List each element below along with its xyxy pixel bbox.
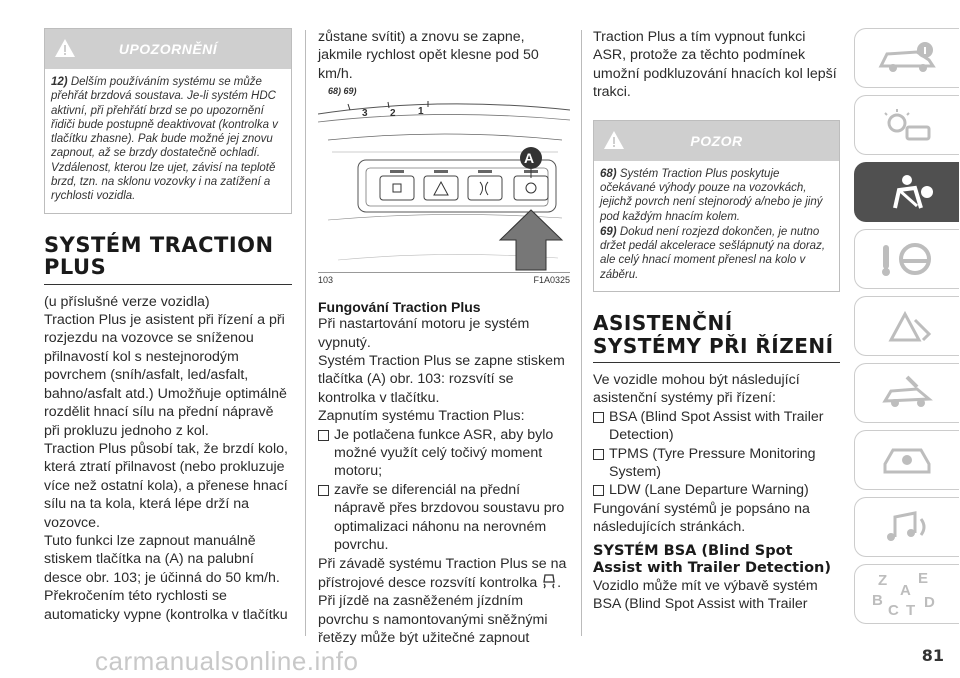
- warning-ref: 12): [51, 76, 68, 88]
- section-heading: SYSTÉM TRACTION PLUS: [44, 234, 292, 285]
- caution-header: [594, 121, 839, 161]
- list-item-text: TPMS (Tyre Pressure Monitoring System): [609, 445, 816, 481]
- tab-dashboard-lights[interactable]: [854, 95, 959, 155]
- column-divider: [305, 30, 306, 636]
- warning-triangle-icon: [603, 130, 625, 150]
- caution-text: [594, 161, 839, 291]
- paragraph: Ve vozidle mohou být následující asistenční systémy při řízení:: [593, 372, 800, 407]
- seatbelt-airbag-icon: [877, 172, 937, 212]
- bullet-box-icon: [318, 430, 329, 441]
- paragraph: Zapnutím systému Traction Plus:: [318, 408, 525, 425]
- tab-technical-data[interactable]: [854, 430, 959, 490]
- dial-digit: 1: [418, 106, 424, 118]
- list-item: [593, 445, 840, 482]
- list-item-text: zavře se diferenciál na přední nápravě přes brzdovou soustavu pro optimalizaci náhonu na nerovném povrchu.: [334, 481, 565, 554]
- tab-safety[interactable]: [854, 162, 959, 222]
- paragraph: Při jízdě na zasněženém jízdním povrchu s namontovanými sněžnými řetězy může být užitečné zapnout: [318, 593, 548, 647]
- paragraph: zůstane svítit) a znovu se zapne, jakmile rychlost opět klesne pod 50 km/h.: [318, 29, 539, 82]
- index-letter: T: [906, 602, 916, 619]
- paragraph: Tuto funkci lze zapnout manuálně stiskem tlačítka na (A) na palubní desce obr. 103; je účinná do 50 km/h. Překročením této rychlosti se automaticky vypne (kontrolka v tlačítku: [44, 532, 288, 623]
- column-3: [593, 28, 840, 613]
- figure-caption: [318, 275, 570, 285]
- bullet-box-icon: [593, 412, 604, 423]
- tab-maintenance[interactable]: [854, 363, 959, 423]
- dashboard-illustration: [318, 100, 570, 272]
- list-item: [318, 481, 570, 555]
- intro-text: [593, 28, 840, 102]
- bullet-box-icon: [593, 449, 604, 460]
- caution-box: [593, 120, 840, 292]
- section-body: [318, 315, 570, 647]
- car-info-icon: [877, 40, 937, 76]
- list-item-text: LDW (Lane Departure Warning): [609, 482, 809, 499]
- list-item-text: BSA (Blind Spot Assist with Trailer Detection): [609, 408, 824, 444]
- tab-index[interactable]: [854, 564, 959, 624]
- subheading: SYSTÉM BSA (Blind Spot Assist with Trailer Detection): [593, 542, 831, 576]
- index-letter: C: [888, 602, 899, 619]
- figure-number: 103: [318, 275, 334, 286]
- warning-paragraph: Delším používáním systému se může přehřát brzdová soustava. Je-li systém HDC aktivní, při přehřátí brzd se po upozornění řidiči bude postupně deaktivovat (kontrolka v tlačítku zhasne). Pak bude možné jej znovu zapnout, až se brzdy dostatečně ochladí. Vzdálenost, kterou lze ujet, závisí na teplotě brzd, tzn. na sklonu vozovky i na zatížení a rychlosti vozidla.: [51, 76, 278, 203]
- section-heading: ASISTENČNÍ SYSTÉMY PŘI ŘÍZENÍ: [593, 312, 840, 363]
- caution-title: POZOR: [690, 132, 743, 149]
- column-1: [44, 28, 292, 624]
- section-body: [593, 371, 840, 537]
- car-specs-icon: [877, 440, 937, 480]
- paragraph: Traction Plus je asistent při řízení a při rozjezdu na vozovce se sníženou přilnavostí kol s nestejnorodým povrchem (sníh/asfalt, led/asfalt, bahno/asfalt atd.) Umožňuje optimálně rozdělit hnací sílu na přední nápravě při prokluzu jednoho z kol.: [44, 312, 287, 439]
- warning-box: [44, 28, 292, 214]
- paragraph: Fungování systémů je popsáno na následujících stránkách.: [593, 500, 810, 536]
- warning-triangle-icon: [54, 38, 76, 58]
- index-letter: Z: [878, 572, 888, 589]
- tab-starting-driving[interactable]: [854, 229, 959, 289]
- column-divider: [581, 30, 582, 636]
- caution-ref: 69): [600, 225, 617, 238]
- tab-emergency[interactable]: [854, 296, 959, 356]
- figure-code: F1A0325: [533, 275, 570, 286]
- paragraph: Traction Plus a tím vypnout funkci ASR, protože za těchto podmínek umožní podkluzování hnacích kol lepší trakci.: [593, 29, 837, 101]
- paragraph: [318, 555, 570, 593]
- page-number: 81: [921, 646, 944, 665]
- warning-header: [45, 29, 291, 69]
- warning-text: [45, 69, 291, 213]
- watermark: carmanualsonline.info: [95, 646, 359, 676]
- tab-car-info[interactable]: [854, 28, 959, 88]
- list-item: [593, 481, 840, 499]
- tab-multimedia[interactable]: [854, 497, 959, 557]
- warning-title: UPOZORNĚNÍ: [118, 41, 218, 57]
- list-item: [318, 426, 570, 481]
- caution-paragraph: Dokud není rozjezd dokončen, je nutno držet pedál akcelerace sešlápnutý na doraz, ale celý hnací moment přenesl na kolo v záběru.: [600, 225, 826, 281]
- warning-triangle-icon: [877, 306, 937, 346]
- list-item-text: Je potlačena funkce ASR, aby bylo možné využít celý točivý moment motoru;: [334, 426, 554, 480]
- list-item: [593, 408, 840, 445]
- paragraph: Systém Traction Plus se zapne stiskem tlačítka (A) obr. 103: rozsvítí se kontrolka v tlačítku.: [318, 353, 565, 406]
- paragraph-end: .: [557, 574, 562, 591]
- wrench-car-icon: [877, 373, 937, 413]
- index-letter: D: [924, 594, 935, 611]
- multimedia-icon: [877, 507, 937, 547]
- paragraph: (u příslušné verze vozidla): [44, 293, 210, 310]
- intro-text: [318, 28, 570, 83]
- caution-paragraph: Systém Traction Plus poskytuje očekávané výhody pouze na vozovkách, jejichž povrch není stejnorodý a/nebo je jiný pod každým hnacím kolem.: [600, 167, 823, 223]
- index-letter: B: [872, 592, 883, 609]
- figure-label-a: A: [524, 150, 535, 167]
- bullet-box-icon: [593, 485, 604, 496]
- alphabet-index-icon: [872, 570, 942, 618]
- section-body: [44, 293, 292, 624]
- key-steering-wheel-icon: [877, 239, 937, 279]
- figure-103: [318, 100, 570, 273]
- bullet-box-icon: [318, 485, 329, 496]
- paragraph: Traction Plus působí tak, že brzdí kolo, která ztratí přilnavost (nebo prokluzuje více než ostatní kola), a přenese hnací sílu na ta kola, která lépe drží na vozovce.: [44, 440, 288, 531]
- column-2: [318, 28, 570, 648]
- traction-warning-light-icon: [541, 573, 557, 589]
- dashboard-lights-icon: [877, 107, 937, 143]
- subheading: Fungování Traction Plus: [318, 299, 481, 316]
- caution-ref: 68): [600, 167, 617, 180]
- paragraph: Vozidlo může mít ve výbavě systém BSA (Blind Spot Assist with Trailer: [593, 577, 818, 613]
- dial-digit: 3: [362, 108, 368, 120]
- paragraph-text: Při závadě systému Traction Plus se na přístrojové desce rozsvítí kontrolka: [318, 555, 567, 591]
- chapter-tabs: [854, 28, 960, 631]
- index-letter: A: [900, 582, 911, 599]
- dial-digit: 2: [390, 108, 396, 120]
- paragraph: Při nastartování motoru je systém vypnutý.: [318, 316, 530, 351]
- note-refs: 68) 69): [328, 86, 357, 97]
- section-body: [593, 577, 840, 614]
- index-letter: E: [918, 570, 929, 587]
